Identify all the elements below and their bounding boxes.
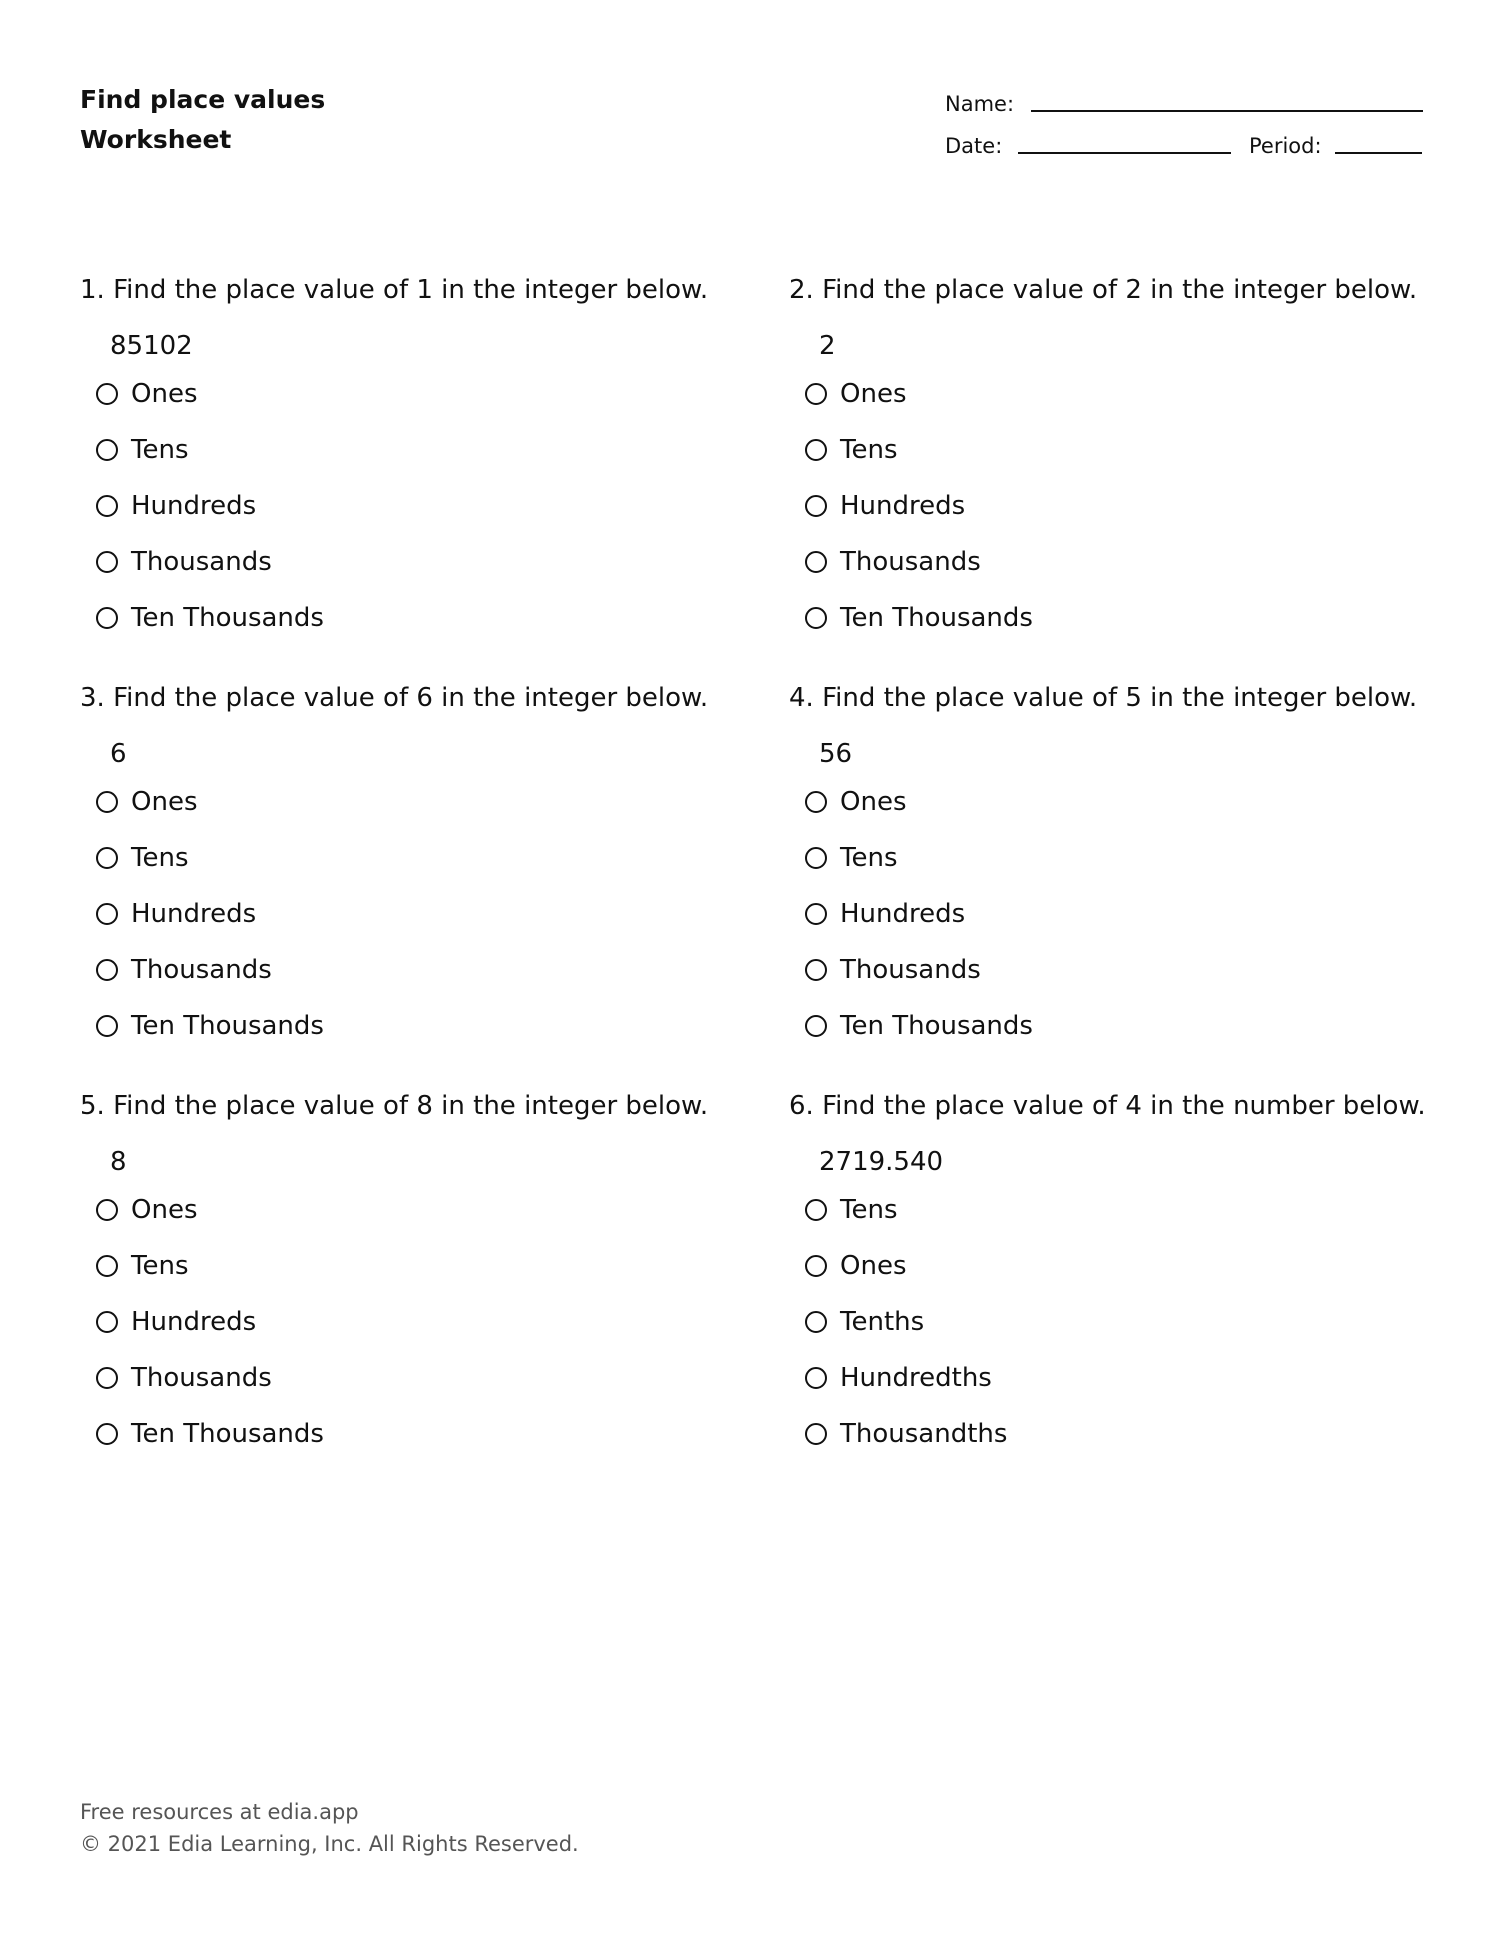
option-label: Ten Thousands bbox=[840, 603, 1033, 633]
answer-options bbox=[789, 379, 1489, 659]
option-label: Tens bbox=[840, 843, 898, 873]
radio-circle-icon[interactable] bbox=[805, 383, 827, 405]
option-label: Hundreds bbox=[840, 491, 966, 521]
option-label: Ones bbox=[840, 787, 907, 817]
option-label: Tens bbox=[840, 435, 898, 465]
question-prompt: 5. Find the place value of 8 in the integer below. bbox=[80, 1091, 709, 1121]
answer-options bbox=[789, 787, 1489, 1067]
option-label: Hundreds bbox=[131, 491, 257, 521]
question-prompt: 2. Find the place value of 2 in the integer below. bbox=[789, 275, 1418, 305]
name-field-line[interactable] bbox=[1031, 110, 1423, 112]
radio-circle-icon[interactable] bbox=[96, 607, 118, 629]
answer-options bbox=[789, 1195, 1489, 1475]
radio-circle-icon[interactable] bbox=[96, 959, 118, 981]
worksheet-title-block bbox=[80, 80, 325, 160]
radio-circle-icon[interactable] bbox=[805, 791, 827, 813]
option-label: Ten Thousands bbox=[131, 1419, 324, 1449]
worksheet-title: Find place values bbox=[80, 85, 326, 114]
question-prompt: 3. Find the place value of 6 in the integer below. bbox=[80, 683, 709, 713]
option-label: Hundredths bbox=[840, 1363, 992, 1393]
answer-option[interactable] bbox=[789, 1307, 1489, 1363]
radio-circle-icon[interactable] bbox=[96, 791, 118, 813]
question-number-value: 56 bbox=[819, 739, 853, 769]
answer-option[interactable] bbox=[80, 899, 780, 955]
option-label: Thousandths bbox=[840, 1419, 1008, 1449]
answer-option[interactable] bbox=[789, 955, 1489, 1011]
answer-option[interactable] bbox=[80, 1011, 780, 1067]
option-label: Ones bbox=[840, 379, 907, 409]
period-field-line[interactable] bbox=[1335, 152, 1422, 154]
answer-option[interactable] bbox=[789, 787, 1489, 843]
option-label: Ones bbox=[131, 379, 198, 409]
radio-circle-icon[interactable] bbox=[96, 1367, 118, 1389]
question-2 bbox=[789, 275, 1489, 659]
radio-circle-icon[interactable] bbox=[805, 1199, 827, 1221]
answer-option[interactable] bbox=[80, 1251, 780, 1307]
answer-option[interactable] bbox=[789, 1195, 1489, 1251]
option-label: Ones bbox=[840, 1251, 907, 1281]
answer-option[interactable] bbox=[789, 843, 1489, 899]
answer-option[interactable] bbox=[80, 843, 780, 899]
option-label: Tens bbox=[131, 843, 189, 873]
footer-copyright: © 2021 Edia Learning, Inc. All Rights Reserved. bbox=[80, 1832, 579, 1856]
answer-options bbox=[80, 787, 780, 1067]
question-3 bbox=[80, 683, 780, 1067]
option-label: Hundreds bbox=[131, 899, 257, 929]
answer-option[interactable] bbox=[80, 547, 780, 603]
radio-circle-icon[interactable] bbox=[805, 1015, 827, 1037]
radio-circle-icon[interactable] bbox=[805, 903, 827, 925]
answer-option[interactable] bbox=[789, 1419, 1489, 1475]
answer-option[interactable] bbox=[789, 547, 1489, 603]
radio-circle-icon[interactable] bbox=[96, 551, 118, 573]
answer-option[interactable] bbox=[789, 379, 1489, 435]
option-label: Thousands bbox=[131, 547, 272, 577]
worksheet-subtitle: Worksheet bbox=[80, 125, 232, 154]
answer-option[interactable] bbox=[80, 955, 780, 1011]
option-label: Tenths bbox=[840, 1307, 925, 1337]
answer-option[interactable] bbox=[80, 1363, 780, 1419]
option-label: Thousands bbox=[131, 955, 272, 985]
radio-circle-icon[interactable] bbox=[96, 903, 118, 925]
question-prompt: 1. Find the place value of 1 in the integer below. bbox=[80, 275, 709, 305]
option-label: Hundreds bbox=[131, 1307, 257, 1337]
answer-option[interactable] bbox=[80, 1419, 780, 1475]
option-label: Tens bbox=[131, 1251, 189, 1281]
answer-options bbox=[80, 1195, 780, 1475]
radio-circle-icon[interactable] bbox=[96, 1199, 118, 1221]
question-prompt: 4. Find the place value of 5 in the integer below. bbox=[789, 683, 1418, 713]
radio-circle-icon[interactable] bbox=[805, 439, 827, 461]
radio-circle-icon[interactable] bbox=[805, 1423, 827, 1445]
answer-option[interactable] bbox=[789, 603, 1489, 659]
radio-circle-icon[interactable] bbox=[805, 1311, 827, 1333]
answer-option[interactable] bbox=[789, 435, 1489, 491]
student-info-block bbox=[945, 88, 1425, 172]
footer-resources-link[interactable]: Free resources at edia.app bbox=[80, 1800, 359, 1824]
radio-circle-icon[interactable] bbox=[96, 1423, 118, 1445]
radio-circle-icon[interactable] bbox=[805, 1255, 827, 1277]
answer-option[interactable] bbox=[789, 1251, 1489, 1307]
question-number-value: 2 bbox=[819, 331, 836, 361]
answer-option[interactable] bbox=[789, 899, 1489, 955]
radio-circle-icon[interactable] bbox=[96, 847, 118, 869]
option-label: Ones bbox=[131, 1195, 198, 1225]
option-label: Thousands bbox=[840, 547, 981, 577]
answer-option[interactable] bbox=[80, 379, 780, 435]
question-number-value: 8 bbox=[110, 1147, 127, 1177]
option-label: Ten Thousands bbox=[131, 1011, 324, 1041]
answer-option[interactable] bbox=[789, 1363, 1489, 1419]
answer-option[interactable] bbox=[80, 435, 780, 491]
option-label: Ten Thousands bbox=[840, 1011, 1033, 1041]
radio-circle-icon[interactable] bbox=[96, 383, 118, 405]
radio-circle-icon[interactable] bbox=[805, 607, 827, 629]
radio-circle-icon[interactable] bbox=[96, 495, 118, 517]
question-number-value: 2719.540 bbox=[819, 1147, 944, 1177]
answer-option[interactable] bbox=[80, 1307, 780, 1363]
radio-circle-icon[interactable] bbox=[96, 1311, 118, 1333]
answer-option[interactable] bbox=[80, 491, 780, 547]
radio-circle-icon[interactable] bbox=[96, 1015, 118, 1037]
question-4 bbox=[789, 683, 1489, 1067]
option-label: Thousands bbox=[840, 955, 981, 985]
radio-circle-icon[interactable] bbox=[805, 551, 827, 573]
answer-option[interactable] bbox=[789, 491, 1489, 547]
question-6 bbox=[789, 1091, 1489, 1475]
radio-circle-icon[interactable] bbox=[805, 847, 827, 869]
option-label: Hundreds bbox=[840, 899, 966, 929]
option-label: Ones bbox=[131, 787, 198, 817]
name-label: Name: bbox=[945, 92, 1015, 116]
answer-option[interactable] bbox=[789, 1011, 1489, 1067]
answer-options bbox=[80, 379, 780, 659]
radio-circle-icon[interactable] bbox=[96, 1255, 118, 1277]
date-field-line[interactable] bbox=[1018, 152, 1231, 154]
question-number-value: 6 bbox=[110, 739, 127, 769]
radio-circle-icon[interactable] bbox=[805, 1367, 827, 1389]
answer-option[interactable] bbox=[80, 603, 780, 659]
option-label: Tens bbox=[131, 435, 189, 465]
period-label: Period: bbox=[1249, 134, 1322, 158]
option-label: Tens bbox=[840, 1195, 898, 1225]
date-period-row bbox=[945, 130, 1425, 172]
question-prompt: 6. Find the place value of 4 in the number below. bbox=[789, 1091, 1426, 1121]
question-number-value: 85102 bbox=[110, 331, 193, 361]
radio-circle-icon[interactable] bbox=[805, 959, 827, 981]
footer bbox=[80, 1796, 579, 1860]
name-row bbox=[945, 88, 1425, 130]
radio-circle-icon[interactable] bbox=[96, 439, 118, 461]
answer-option[interactable] bbox=[80, 1195, 780, 1251]
option-label: Thousands bbox=[131, 1363, 272, 1393]
question-1 bbox=[80, 275, 780, 659]
option-label: Ten Thousands bbox=[131, 603, 324, 633]
answer-option[interactable] bbox=[80, 787, 780, 843]
radio-circle-icon[interactable] bbox=[805, 495, 827, 517]
date-label: Date: bbox=[945, 134, 1003, 158]
question-5 bbox=[80, 1091, 780, 1475]
